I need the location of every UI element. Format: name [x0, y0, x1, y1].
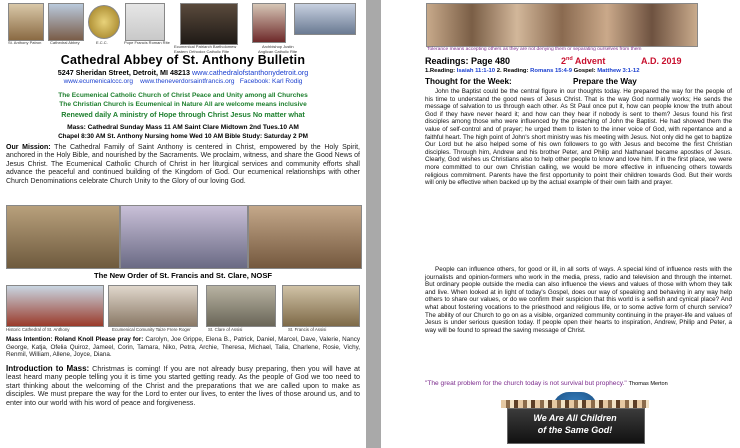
photo-ecc-emblem [88, 5, 120, 39]
websites-line [6, 78, 360, 85]
year-label: A.D. 2019 [641, 56, 682, 66]
page-divider [366, 0, 381, 448]
motto-line-1: The Ecumenical Catholic Church of Christ Peace and Unity among all Churches [58, 92, 308, 99]
readings-list [425, 68, 639, 74]
merton-quote [425, 380, 734, 387]
caption-orthodox: Eastern Orthodox Catholic Rite [174, 49, 230, 54]
mass-times-1: Mass: Cathedral Sunday Mass 11 AM Saint Clare Midtown 2nd Tues.10 AM [67, 124, 299, 131]
mission-label: Our Mission: [6, 144, 51, 151]
photo-cathedral-abbey [48, 3, 84, 41]
address: 5247 Sheridan Street, Detroit, MI 48213 [57, 68, 190, 77]
thought-title: Prepare the Way [573, 77, 637, 86]
caption-cathedral-abbey: Cathedral Abbey [50, 40, 80, 45]
advent-suffix: nd [566, 56, 573, 62]
thought-label: Thought for the Week: [425, 77, 512, 86]
advent-word: Advent [574, 56, 606, 66]
pray-list: Carolyn, Joe Grippe, Elena B., Patrick, Daniel, Marcel, Dave, Valerie, Nancy George, Katja, Ofelia Quiroz, Jameel, Corin, Tamara, Niko, Petra, Archie, Theresa, Michael, Talia, Charlene, Rosie, Vichy, Renmil, William, Allene, Joyce, Diana. [6, 336, 360, 359]
photo-frere-roger [108, 285, 198, 327]
children-of-god-banner [501, 392, 649, 444]
reflection-paragraph-2: People can influence others, for good or ill, in all sorts of ways. A special kind of influence rests with the journalists and opinion-formers who work in the media, press, radio and television and through the internet. But ordinary people outside the media can also influence the views and values of those with whom they talk and live. When looked at in light of today's Gospel, does our way of speaking and behaving in any way help others to share our values, or do we confirm their suspicion that this world is a selfish and cynical place? And what about fostering vocations to the priesthood and religious life, or to some active form of church service? The ability of our Church to go on as a visible, organized community continuing in the prayer-life and values of Jesus is under serious question today. If people open their hearts to inspiration, Andrew, Philip and Peter, a way will be found to spread the saving message of Christ. [425, 266, 732, 334]
mission-text: The Cathedral Family of Saint Anthony is centered in Christ, empowered by the Holy Spirit, anchored in the Holy Bible, and nourished by the Sacraments. We proclaim, witness, and share the Good News of Jesus Christ. The Ecumenical Catholic Church of Christ in her liturgical services and community efforts shall advance the peaceful and continued building of the Kingdom of God. Our ecumenical relationships with other Church Denominations celebrate Church Unity to the Glory of our loving God. [6, 144, 360, 185]
quote-text: "The great problem for the church today is not survival but prophecy." [425, 380, 627, 387]
photo-st-clare [206, 285, 276, 327]
website-ecumenical-link[interactable]: www.ecumenicalccc.org [63, 78, 133, 85]
photo-interior-1 [6, 205, 120, 269]
photo-st-francis [282, 285, 360, 327]
photo-archbishop-justin [252, 3, 286, 43]
motto-line-2: The Christian Church is Ecumenical in Nature All are welcome means inclusive [59, 101, 307, 108]
new-order-heading: The New Order of St. Francis and St. Clare, NOSF [93, 271, 273, 280]
photo-historic-cathedral [6, 285, 104, 327]
reading1-label: 1.Reading: [425, 68, 456, 74]
mass-times-2: Chapel 8:30 AM St. Anthony Nursing home Wed 10 AM Bible Study: Saturday 2 PM [58, 133, 308, 140]
tolerance-quote: Tolerance means accepting others as they are not denying them or separating ourselves from them [427, 47, 642, 52]
banner-line-2: of the Same God! [537, 425, 613, 435]
intention-label: Mass Intention: [6, 336, 53, 343]
mass-intention-block [6, 336, 360, 359]
website-cathedral-link[interactable]: www.cathedralofstanthonydetroit.org [191, 68, 309, 77]
banner-line-1: We Are All Children [533, 413, 617, 423]
photo-patriarch-bartholomew [180, 3, 238, 45]
facebook-link[interactable]: Facebook: Karl Rodig [239, 78, 303, 85]
intro-to-mass [6, 365, 360, 407]
advent-number: 2 [561, 56, 567, 66]
caption-historic-cathedral: Historic Cathedral of St. Anthony [6, 327, 70, 332]
motto-line-3: Renewed daily A ministry of Hope through Christ Jesus No matter what [61, 110, 305, 119]
intention-name: Roland Knoll [54, 336, 94, 343]
reading2-label: 2. Reading: [496, 68, 529, 74]
reading2-link[interactable]: Romans 15:4-9 [530, 68, 573, 74]
advent-label [561, 56, 605, 66]
caption-ecc: E.C.C. [96, 40, 108, 45]
caption-patriarch: Ecumenical Patriarch Bartholomew [174, 44, 237, 49]
photo-faces-strip [426, 3, 698, 47]
caption-frere-roger: Ecumenical Comunity Taize Frere Roger [112, 327, 191, 332]
photo-pope-francis [125, 3, 165, 41]
address-line [6, 68, 360, 77]
reflection-paragraph-1: John the Baptist could be the central figure in our thoughts today. He prepared the way for the people of his time to understand the good news of Jesus Christ. That is the way God normally works; He sends the message of salvation to us through each other. As St Paul once put it, how can people know the truth about God if they have never heard it; and how can they hear if nobody is sent to them? Jesus found his first disciples among those who were influenced by the preaching of John the Baptist. He had showed them the value of self-control and of prayer; he urged them to listen to the inner voice of God, with repentance and a faithful heart. The high point of John's short ministry was his meeting with Jesus. Not only did he get to baptize Our Lord but he also helped some of his own followers to go with Jesus and become the first Christian disciples. Through him, Andrew and his brother Peter, and Philip and Nathanael became apostles of Jesus. Clearly, God wishes us Christians also to help other people to know and love him. If in the first place, we were more committed to our own Christian calling, we would be more effective in influencing others towards religious commitment. Parents have the first opportunity to point their children towards God. But their words will only be effective when backed up by the actual example of their own faith and prayer. [425, 88, 732, 187]
photo-st-anthony [8, 3, 44, 41]
gospel-label: Gospel: [573, 68, 596, 74]
hands-icon [501, 400, 649, 408]
website-francis-link[interactable]: www.theneverdorsaintfrancis.org [140, 78, 235, 85]
caption-st-francis: St. Francis of Assisi [288, 327, 327, 332]
caption-anglican: Anglican Catholic Rite [258, 49, 298, 54]
photo-anglican [294, 3, 356, 35]
caption-st-clare: St. Clare of Assisi [208, 327, 243, 332]
quote-author: Thomas Merton [628, 381, 668, 387]
caption-pope: Pope Francis Roman Rite [124, 40, 170, 45]
intro-label: Introduction to Mass: [6, 364, 90, 373]
photo-interior-2 [120, 205, 248, 269]
photo-interior-3 [248, 205, 362, 269]
reading1-link[interactable]: Isaiah 11:1-10 [456, 68, 496, 74]
caption-st-anthony: St. Anthony Patron [8, 40, 42, 45]
bulletin-left-page [0, 0, 366, 448]
readings-label: Readings: Page 480 [425, 56, 511, 66]
bulletin-title: Cathedral Abbey of St. Anthony Bulletin [60, 53, 306, 67]
caption-archbishop: Archbishop Justin [262, 44, 294, 49]
intro-text: Christmas is coming! If you are not already busy preparing, then you will have at least heard many people telling you it is time you started getting ready. As the people of God we too need to start thinking about the welcoming of the Christ and the preparations that we are called upon to make as disciples. We must prepare the way for the Lord to enter our lives, to enter the lives of those around us, and to enter into our world with his word of peace and forgiveness. [6, 364, 361, 407]
mission-statement [6, 144, 360, 186]
gospel-link[interactable]: Matthew 3:1-12 [597, 68, 640, 74]
pray-label: Please pray for: [95, 336, 144, 343]
bulletin-right-page [381, 0, 740, 448]
